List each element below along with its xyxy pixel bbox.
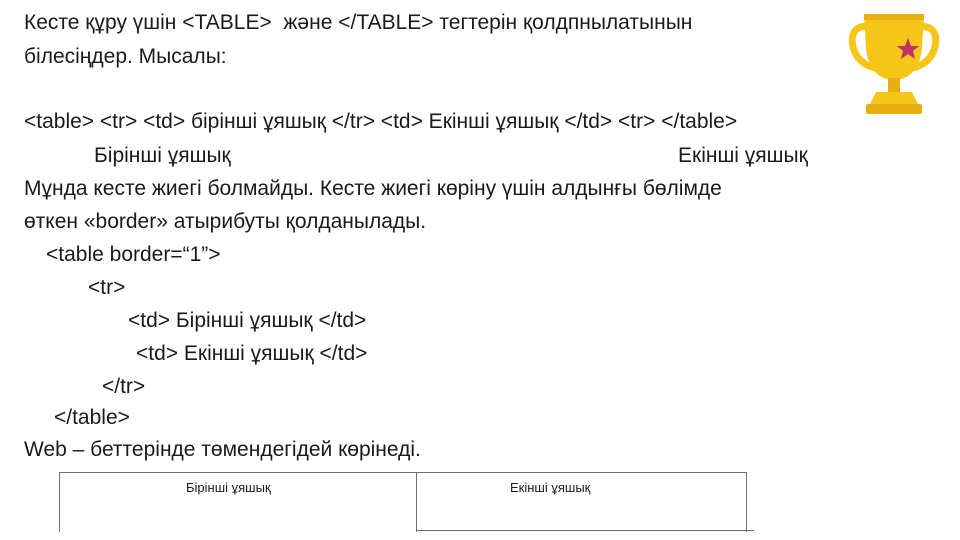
- rendered-cell-2-text: Екінші ұяшық: [678, 144, 808, 167]
- code-line-td-2: <td> Екінші ұяшық </td>: [136, 342, 368, 365]
- text-line-4: өткен «border» атырибуты қолданылады.: [24, 210, 427, 233]
- code-line-tr-open: <tr>: [88, 276, 126, 299]
- trophy-icon: [848, 8, 940, 116]
- text-line-3: Мұнда кесте жиегі болмайды. Кесте жиегі көріну үшін алдынғы бөлімде: [24, 177, 722, 200]
- table-cell-divider: [416, 472, 417, 532]
- rendered-table: [59, 472, 747, 532]
- code-line-table-close: </table>: [54, 406, 130, 429]
- code-line-inline: <table> <tr> <td> бірінші ұяшық </tr> <td> Екінші ұяшық </td> <tr> </table>: [24, 110, 738, 133]
- table-cell-1: Бірінші ұяшық: [186, 480, 271, 495]
- rendered-cell-1-text: Бірінші ұяшық: [94, 144, 231, 167]
- table-bottom-border: [416, 530, 754, 531]
- text-line-2: білесіңдер. Мысалы:: [24, 45, 227, 68]
- text-line-1: Кесте құру үшін <TABLE> және </TABLE> тегтерін қолдпнылатынын: [24, 11, 693, 34]
- code-line-tr-close: </tr>: [102, 375, 146, 398]
- code-line-table-open: <table border=“1”>: [46, 243, 221, 266]
- code-line-td-1: <td> Бірінші ұяшық </td>: [128, 309, 367, 332]
- table-cell-2: Екінші ұяшық: [510, 480, 591, 495]
- text-line-5: Web – беттерінде төмендегідей көрінеді.: [24, 438, 421, 461]
